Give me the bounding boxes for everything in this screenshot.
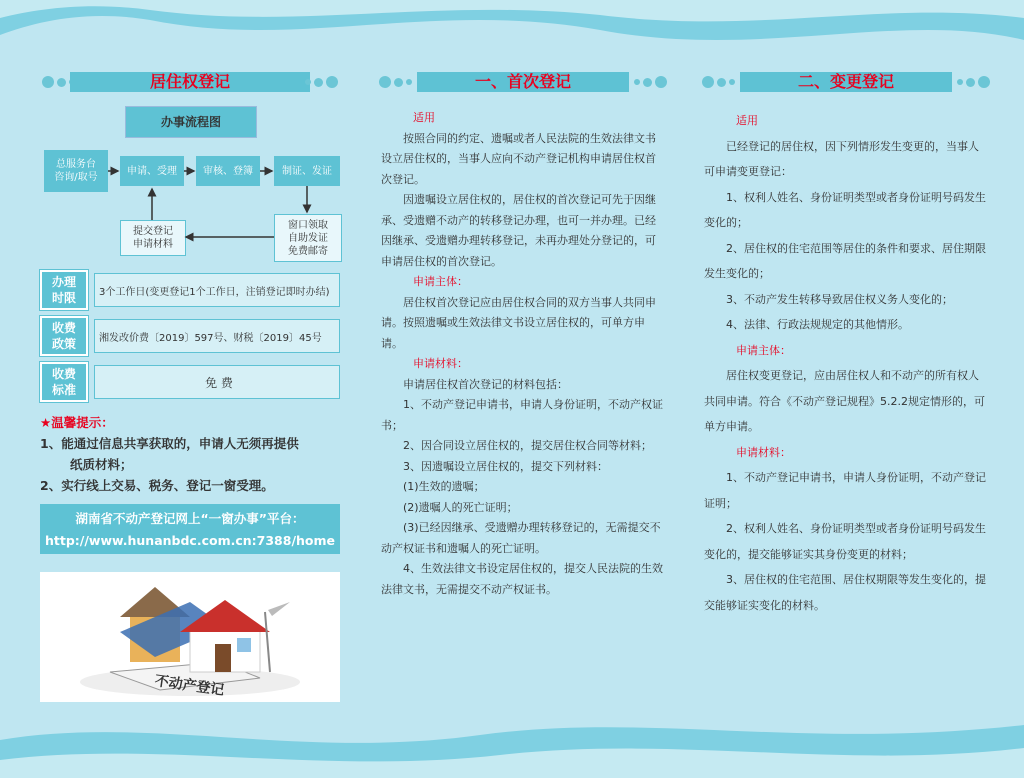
change-registration-text bbox=[700, 96, 992, 618]
tip-2: 2、实行线上交易、税务、登记一窗受理。 bbox=[40, 478, 274, 493]
flow-step-review: 审核、登簿 bbox=[196, 156, 260, 186]
platform-label: 湖南省不动产登记网上“一窗办事”平台： bbox=[75, 511, 305, 526]
paragraph: (2)遗嘱人的死亡证明； bbox=[403, 500, 518, 514]
platform-url-link[interactable]: http://www.hunanbdc.com.cn:7388/home bbox=[44, 533, 336, 548]
flow-step-issue: 制证、发证 bbox=[274, 156, 340, 186]
header-dots-right bbox=[957, 76, 990, 88]
paragraph: 已经登记的居住权，因下列情形发生变更的，当事人可申请变更登记： bbox=[704, 139, 979, 178]
flow-step-apply: 申请、受理 bbox=[120, 156, 184, 186]
paragraph: 1、不动产登记申请书，申请人身份证明，不动产登记证明； bbox=[704, 471, 986, 510]
left-column bbox=[40, 68, 340, 702]
paragraph: 1、权利人姓名、身份证明类型或者身份证明号码发生变化的； bbox=[704, 190, 986, 229]
paragraph: 1、不动产登记申请书，申请人身份证明，不动产权证书； bbox=[381, 398, 663, 432]
paragraph: 按照合同的约定、遗嘱或者人民法院的生效法律文书设立居住权的，当事人应向不动产登记机构申请居住权首次登记。 bbox=[381, 131, 656, 186]
tip-1: 1、能通过信息共享获取的，申请人无须再提供 bbox=[40, 436, 299, 451]
paragraph: 2、因合同设立居住权的，提交居住权合同等材料； bbox=[403, 439, 652, 452]
paragraph: 居住权变更登记，应由居住权人和不动产的所有权人共同申请。符合《不动产登记规程》5.2.2规定情形的，可单方申请。 bbox=[704, 369, 985, 433]
tips-title: ★温馨提示： bbox=[40, 415, 114, 430]
flow-arrows bbox=[40, 104, 340, 264]
online-platform-banner bbox=[40, 504, 340, 554]
tip-1-continued: 纸质材料； bbox=[70, 457, 133, 472]
paragraph: 因遗嘱设立居住权的，居住权的首次登记可先于因继承、受遗赠不动产的转移登记办理，也可一并办理。已经因继承、受遗赠办理转移登记，未再办理处分登记的，可申请居住权的首次登记。 bbox=[381, 193, 656, 268]
tips bbox=[40, 412, 340, 496]
paragraph: 居住权首次登记应由居住权合同的双方当事人共同申请。按照遗嘱或生效法律文书设立居住权的，可单方申请。 bbox=[381, 295, 656, 350]
paragraph: 申请居住权首次登记的材料包括： bbox=[403, 377, 568, 391]
header-dots-right bbox=[305, 76, 338, 88]
subheading: 适用 bbox=[413, 111, 435, 124]
fee-policy-label: 收费 政策 bbox=[40, 316, 88, 356]
paragraph: 3、不动产发生转移导致居住权义务人变化的； bbox=[726, 292, 953, 306]
house-illustration bbox=[40, 572, 340, 702]
paragraph: 3、居住权的住宅范围、居住权期限等发生变化的，提交能够证实变化的材料。 bbox=[704, 573, 986, 612]
section-title: 二、变更登记 bbox=[797, 72, 894, 91]
subheading: 申请主体： bbox=[736, 343, 791, 357]
fee-standard-row bbox=[40, 362, 340, 402]
first-registration-text bbox=[377, 96, 669, 600]
subheading: 申请材料： bbox=[413, 357, 468, 370]
flow-step-pickup: 窗口领取 自助发证 免费邮寄 bbox=[274, 214, 342, 262]
time-limit-label: 办理 时限 bbox=[40, 270, 88, 310]
subheading: 申请材料： bbox=[736, 445, 791, 459]
paragraph: (1)生效的遗嘱； bbox=[403, 480, 485, 493]
paragraph: (3)已经因继承、受遗赠办理转移登记的，无需提交不动产权证书和遗嘱人的死亡证明。 bbox=[381, 521, 661, 555]
section-title: 一、首次登记 bbox=[474, 72, 571, 91]
fee-standard-value: 免 费 bbox=[94, 365, 340, 399]
fee-policy-row bbox=[40, 316, 340, 356]
middle-header bbox=[377, 68, 669, 96]
paragraph: 4、法律、行政法规规定的其他情形。 bbox=[726, 318, 909, 331]
section-title: 居住权登记 bbox=[149, 72, 230, 91]
flow-step-submit: 提交登记 申请材料 bbox=[120, 220, 186, 256]
illustration-caption: 不动产登记 bbox=[153, 673, 226, 699]
middle-column bbox=[377, 68, 669, 600]
fee-standard-label: 收费 标准 bbox=[40, 362, 88, 402]
subheading: 适用 bbox=[736, 114, 758, 127]
process-flowchart bbox=[40, 104, 340, 264]
time-limit-row bbox=[40, 270, 340, 310]
right-column bbox=[700, 68, 992, 618]
time-limit-value: 3个工作日(变更登记1个工作日，注销登记即时办结) bbox=[94, 273, 340, 307]
subheading: 申请主体： bbox=[413, 275, 468, 288]
paragraph: 4、生效法律文书设定居住权的，提交人民法院的生效法律文书，无需提交不动产权证书。 bbox=[381, 562, 663, 596]
fee-policy-value: 湘发改价费〔2019〕597号、财税〔2019〕45号 bbox=[94, 319, 340, 353]
left-header bbox=[40, 68, 340, 96]
paragraph: 3、因遗嘱设立居住权的，提交下列材料： bbox=[403, 459, 608, 473]
flow-step-consult: 总服务台 咨询/取号 bbox=[44, 150, 108, 192]
header-dots-right bbox=[634, 76, 667, 88]
paragraph: 2、权利人姓名、身份证明类型或者身份证明号码发生变化的，提交能够证实其身份变更的材料； bbox=[704, 522, 986, 561]
right-header bbox=[700, 68, 992, 96]
paragraph: 2、居住权的住宅范围等居住的条件和要求、居住期限发生变化的； bbox=[704, 241, 986, 280]
flowchart-title: 办事流程图 bbox=[125, 106, 257, 138]
